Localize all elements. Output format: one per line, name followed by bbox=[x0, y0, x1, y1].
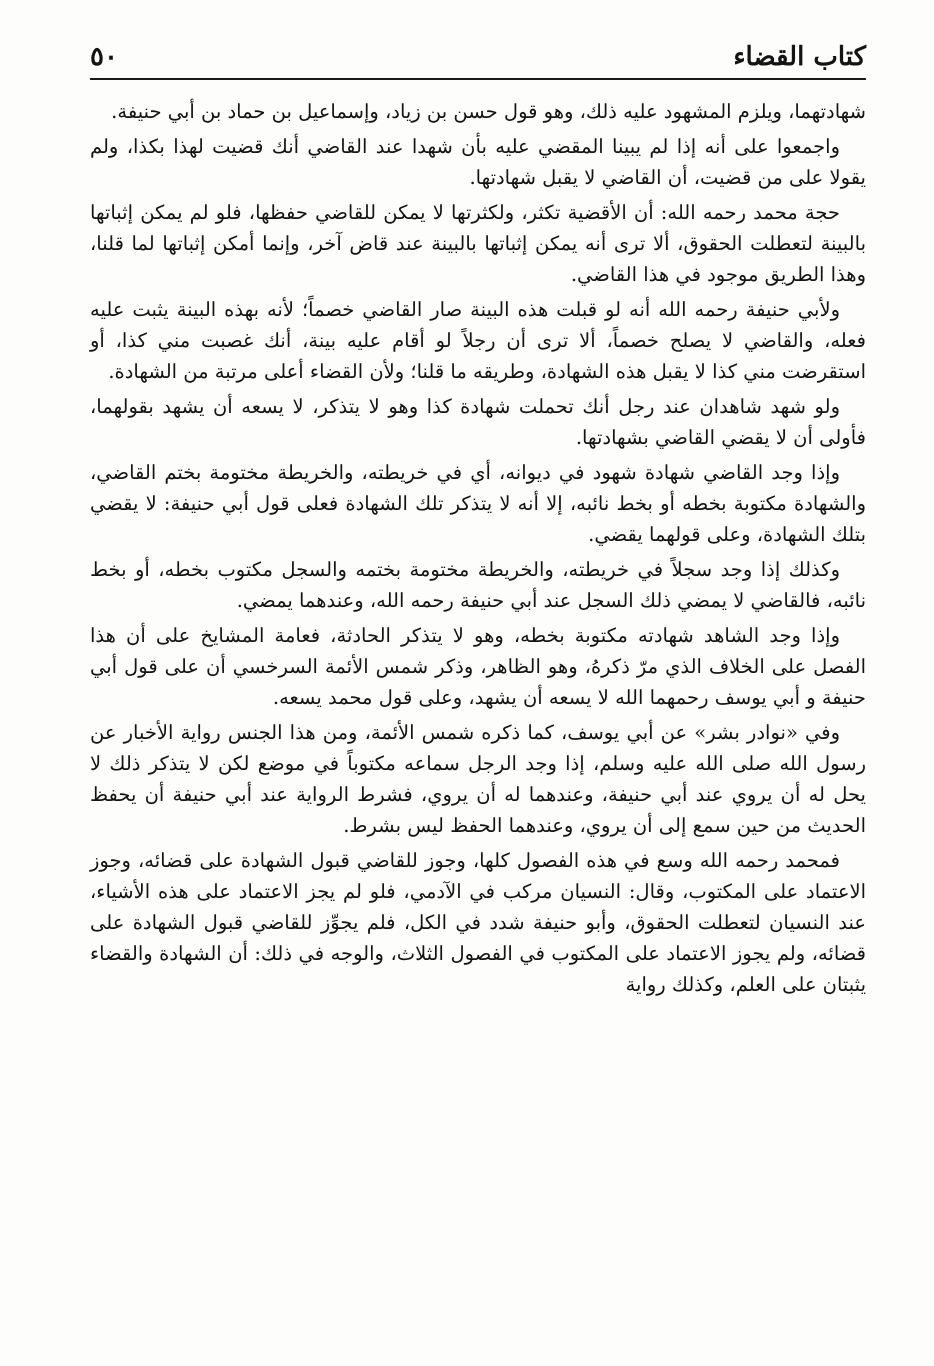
paragraph: وإذا وجد الشاهد شهادته مكتوبة بخطه، وهو لا يتذكر الحادثة، فعامة المشايخ على أن هذا الفصل على الخلاف الذي مرّ ذكرهُ، وهو الظاهر، وذكر شمس الأئمة السرخسي أن على قول أبي حنيفة و أبي يوسف رحمهما الله لا يسعه أن يشهد، وعلى قول محمد يسعه. bbox=[90, 624, 866, 709]
page-header bbox=[90, 38, 866, 80]
page-number: ٥٠ bbox=[90, 42, 118, 72]
paragraph: وكذلك إذا وجد سجلاً في خريطته، والخريطة مختومة بختمه والسجل مكتوب بخطه، أو بخط نائبه، فالقاضي لا يمضي ذلك السجل عند أبي حنيفة رحمه الله، وعندهما يمضي. bbox=[90, 558, 866, 612]
paragraph: وإذا وجد القاضي شهادة شهود في ديوانه، أي في خريطته، والخريطة مختومة بختم القاضي، والشهادة مكتوبة بخطه أو بخط نائبه، إلا أنه لا يتذكر تلك الشهادة فعلى قول أبي حنيفة: لا يقضي بتلك الشهادة، وعلى قولهما يقضي. bbox=[90, 461, 866, 546]
paragraph: ولو شهد شاهدان عند رجل أنك تحملت شهادة كذا وهو لا يتذكر، لا يسعه أن يشهد بقولهما، فأولى أن لا يقضي القاضي بشهادتها. bbox=[90, 395, 866, 449]
paragraph: وفي «نوادر بشر» عن أبي يوسف، كما ذكره شمس الأئمة، ومن هذا الجنس رواية الأخبار عن رسول الله صلى الله عليه وسلم، إذا وجد الرجل سماعه مكتوباً في موضع لكن لا يتذكر ذلك لا يحل له أن يروي عند أبي حنيفة، وعندهما له أن يروي، فشرط الرواية عند أبي حنيفة أن يحفظ الحديث من حين سمع إلى أن يروي، وعندهما الحفظ ليس بشرط. bbox=[90, 721, 866, 837]
book-title: كتاب القضاء bbox=[733, 42, 866, 72]
page-body bbox=[90, 96, 866, 1004]
paragraph: واجمعوا على أنه إذا لم يبينا المقضي عليه بأن شهدا عند القاضي أنك قضيت لهذا بكذا، ولم يقولا على من قضيت، أن القاضي لا يقبل شهادتها. bbox=[90, 135, 866, 189]
paragraph: شهادتهما، ويلزم المشهود عليه ذلك، وهو قول حسن بن زياد، وإسماعيل بن حماد بن أبي حنيفة. bbox=[111, 100, 866, 123]
paragraph: حجة محمد رحمه الله: أن الأقضية تكثر، ولكثرتها لا يمكن للقاضي حفظها، فلو لم يمكن إثباتها بالبينة لتعطلت الحقوق، ألا ترى أنه يمكن إثباتها بالبينة عند قاض آخر، وإنما أمكن إثباتها لما قلنا، وهذا الطريق موجود في هذا القاضي. bbox=[90, 201, 866, 286]
paragraph: فمحمد رحمه الله وسع في هذه الفصول كلها، وجوز للقاضي قبول الشهادة على قضائه، وجوز الاعتماد على المكتوب، وقال: النسيان مركب في الآدمي، فلو لم يجز الاعتماد على هذه الأشياء، عند النسيان لتعطلت الحقوق، وأبو حنيفة شدد في الكل، فلم يجوِّز للقاضي قبول الشهادة على قضائه، ولم يجوز الاعتماد على المكتوب في الفصول الثلاث، والوجه في ذلك: أن الشهادة والقضاء يثبتان على العلم، وكذلك رواية bbox=[90, 849, 866, 996]
paragraph: ولأبي حنيفة رحمه الله أنه لو قبلت هذه البينة صار القاضي خصماً؛ لأنه بهذه البينة يثبت عليه فعله، والقاضي لا يصلح خصماً، ألا ترى أن رجلاً لو أقام عليه بينة، أنك غصبت مني كذا، أو استقرضت مني كذا لا يقبل هذه الشهادة، وطريقه ما قلنا؛ ولأن القضاء أعلى مرتبة من الشهادة. bbox=[90, 298, 866, 383]
